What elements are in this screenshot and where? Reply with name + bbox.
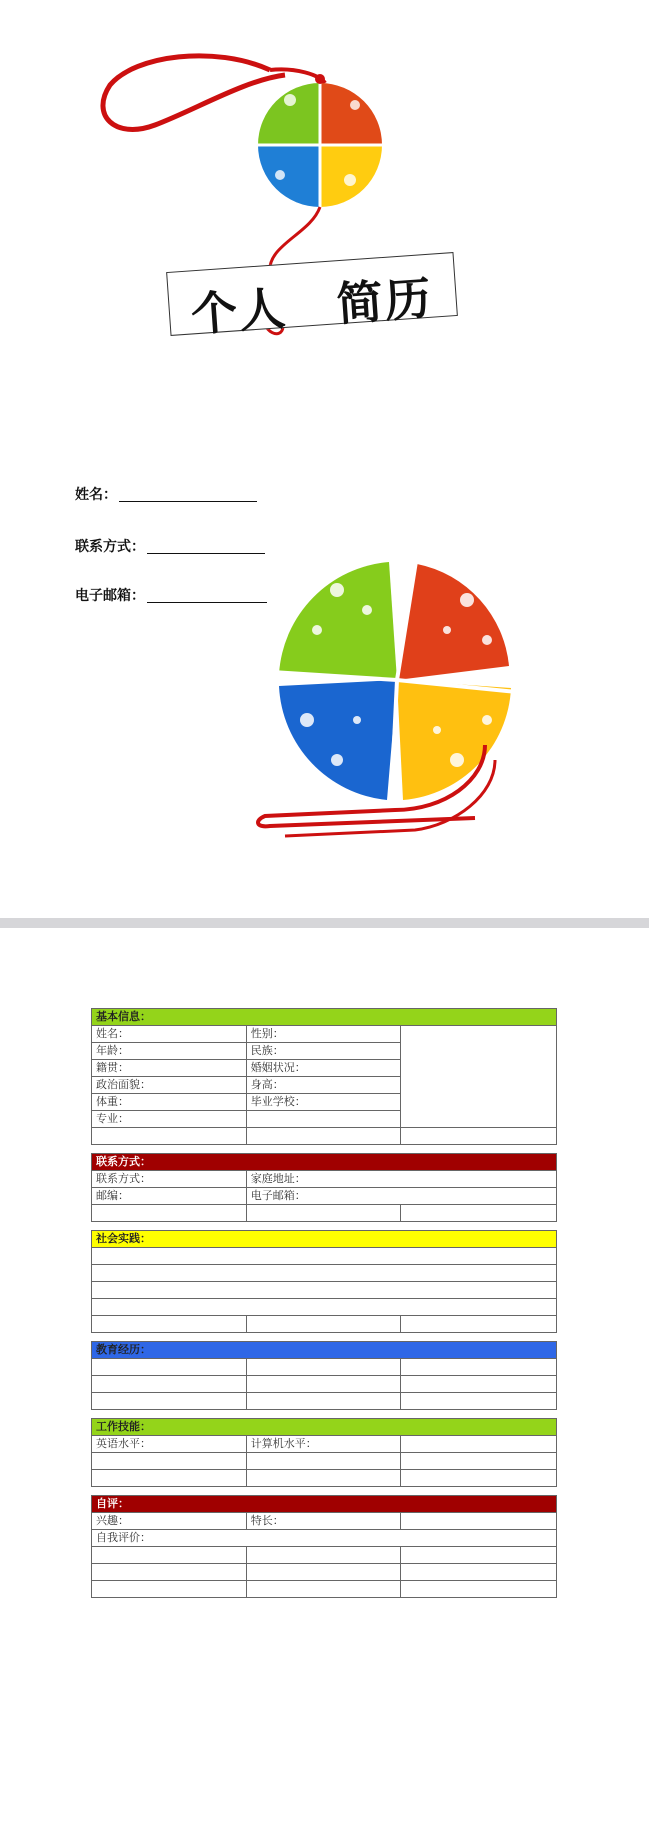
section-gap bbox=[92, 1145, 557, 1154]
practice-row[interactable] bbox=[92, 1265, 557, 1282]
basic-info-header: 基本信息： bbox=[92, 1009, 557, 1026]
practice-row[interactable] bbox=[92, 1282, 557, 1299]
phone-cell[interactable]: 联系方式： bbox=[92, 1171, 247, 1188]
hometown-cell[interactable]: 籍贯： bbox=[92, 1060, 247, 1077]
self-blank-cell[interactable] bbox=[92, 1547, 247, 1564]
school-cell[interactable]: 毕业学校： bbox=[246, 1094, 401, 1111]
practice-row[interactable] bbox=[92, 1299, 557, 1316]
political-cell[interactable]: 政治面貌： bbox=[92, 1077, 247, 1094]
education-cell[interactable] bbox=[246, 1376, 401, 1393]
education-cell[interactable] bbox=[246, 1393, 401, 1410]
name-label: 姓名： bbox=[75, 487, 117, 503]
education-cell[interactable] bbox=[92, 1393, 247, 1410]
self-blank-cell[interactable] bbox=[92, 1581, 247, 1598]
education-cell[interactable] bbox=[401, 1376, 557, 1393]
skills-blank-cell[interactable] bbox=[401, 1436, 557, 1453]
postcode-cell[interactable]: 邮编： bbox=[92, 1188, 247, 1205]
specialty-cell[interactable]: 特长： bbox=[246, 1513, 401, 1530]
name-field[interactable] bbox=[75, 484, 257, 504]
basic-blank-cell[interactable] bbox=[246, 1128, 401, 1145]
education-cell[interactable] bbox=[92, 1359, 247, 1376]
english-cell[interactable]: 英语水平： bbox=[92, 1436, 247, 1453]
contact-field[interactable] bbox=[75, 536, 265, 556]
basic-blank-cell[interactable] bbox=[92, 1128, 247, 1145]
skills-header: 工作技能： bbox=[92, 1419, 557, 1436]
practice-row[interactable] bbox=[92, 1248, 557, 1265]
email-cell[interactable]: 电子邮箱： bbox=[246, 1188, 556, 1205]
education-cell[interactable] bbox=[401, 1359, 557, 1376]
skills-blank-cell[interactable] bbox=[246, 1470, 401, 1487]
self-blank-cell[interactable] bbox=[246, 1547, 401, 1564]
name-cell[interactable]: 姓名： bbox=[92, 1026, 247, 1043]
education-cell[interactable] bbox=[246, 1359, 401, 1376]
self-blank-cell[interactable] bbox=[246, 1564, 401, 1581]
contact-blank-cell[interactable] bbox=[246, 1205, 401, 1222]
self-blank-cell[interactable] bbox=[401, 1547, 557, 1564]
self-blank-cell[interactable] bbox=[92, 1564, 247, 1581]
self-evaluation-cell[interactable]: 自我评价： bbox=[92, 1530, 557, 1547]
title-part-a: 个人 bbox=[189, 280, 289, 342]
skills-blank-cell[interactable] bbox=[401, 1453, 557, 1470]
self-blank-cell[interactable] bbox=[246, 1581, 401, 1598]
basic-blank-cell[interactable] bbox=[401, 1128, 557, 1145]
practice-cell[interactable] bbox=[401, 1316, 557, 1333]
self-blank-cell[interactable] bbox=[401, 1513, 557, 1530]
section-gap bbox=[92, 1222, 557, 1231]
education-header: 教育经历： bbox=[92, 1342, 557, 1359]
self-blank-cell[interactable] bbox=[401, 1564, 557, 1581]
skills-blank-cell[interactable] bbox=[246, 1453, 401, 1470]
name-underline bbox=[119, 487, 257, 502]
major-cell[interactable]: 专业： bbox=[92, 1111, 247, 1128]
self-header: 自评： bbox=[92, 1496, 557, 1513]
cover-page bbox=[0, 0, 649, 918]
section-gap bbox=[92, 1333, 557, 1342]
email-label: 电子邮箱： bbox=[75, 588, 145, 604]
resume-page bbox=[0, 928, 649, 1848]
computer-cell[interactable]: 计算机水平： bbox=[246, 1436, 401, 1453]
height-cell[interactable]: 身高： bbox=[246, 1077, 401, 1094]
contact-blank-cell[interactable] bbox=[92, 1205, 247, 1222]
weight-cell[interactable]: 体重： bbox=[92, 1094, 247, 1111]
gender-cell[interactable]: 性别： bbox=[246, 1026, 401, 1043]
contact-header: 联系方式： bbox=[92, 1154, 557, 1171]
education-cell[interactable] bbox=[401, 1393, 557, 1410]
practice-header: 社会实践： bbox=[92, 1231, 557, 1248]
flower-emblem-large bbox=[245, 520, 555, 850]
age-cell[interactable]: 年龄： bbox=[92, 1043, 247, 1060]
photo-cell[interactable] bbox=[401, 1026, 557, 1128]
education-cell[interactable] bbox=[92, 1376, 247, 1393]
practice-cell[interactable] bbox=[246, 1316, 401, 1333]
skills-blank-cell[interactable] bbox=[92, 1470, 247, 1487]
skills-blank-cell[interactable] bbox=[92, 1453, 247, 1470]
marital-cell[interactable]: 婚姻状况： bbox=[246, 1060, 401, 1077]
section-gap bbox=[92, 1487, 557, 1496]
skills-blank-cell[interactable] bbox=[401, 1470, 557, 1487]
contact-blank-cell[interactable] bbox=[401, 1205, 557, 1222]
page-divider bbox=[0, 918, 649, 928]
resume-table bbox=[91, 1008, 557, 1598]
basic-blank-cell[interactable] bbox=[246, 1111, 401, 1128]
practice-cell[interactable] bbox=[92, 1316, 247, 1333]
email-field[interactable] bbox=[75, 585, 267, 605]
self-blank-cell[interactable] bbox=[401, 1581, 557, 1598]
address-cell[interactable]: 家庭地址： bbox=[246, 1171, 556, 1188]
hobby-cell[interactable]: 兴趣： bbox=[92, 1513, 247, 1530]
contact-label: 联系方式： bbox=[75, 539, 145, 555]
title-part-b: 简历 bbox=[334, 270, 435, 332]
ethnicity-cell[interactable]: 民族： bbox=[246, 1043, 401, 1060]
section-gap bbox=[92, 1410, 557, 1419]
